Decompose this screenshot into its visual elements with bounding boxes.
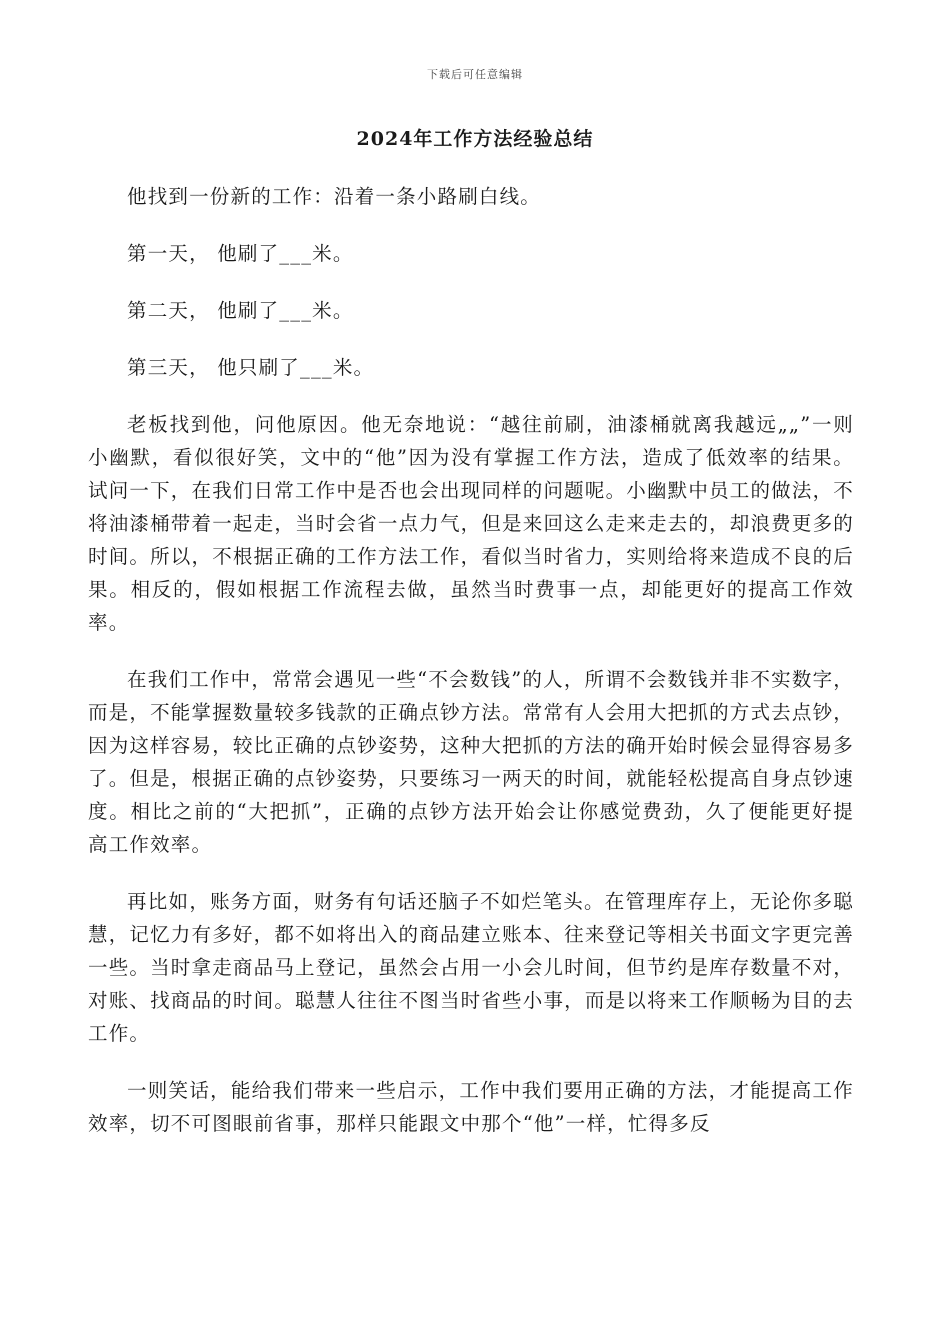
paragraph-boss-story: 老板找到他，问他原因。他无奈地说：“越往前刷，油漆桶就离我越远„„”一则小幽默，看似很好笑，文中的“他”因为没有掌握工作方法，造成了低效率的结果。试问一下，在我们日常工作中是否也会出现同样的问题呢。小幽默中员工的做法，不将油漆桶带着一起走，当时会省一点力气，但是来回这么走来走去的，却浪费更多的时间。所以，不根据正确的工作方法工作，看似当时省力，实则给将来造成不良的后果。相反的，假如根据工作流程去做，虽然当时费事一点，却能更好的提高工作效率。	[88, 413, 854, 634]
paragraph-day-two: 第二天， 他刷了___米。	[127, 299, 354, 322]
header-note: 下载后可任意编辑	[427, 68, 523, 81]
paragraph-day-three: 第三天， 他只刷了___米。	[127, 356, 375, 379]
document-body	[88, 180, 854, 1140]
paragraph-counting-money: 在我们工作中，常常会遇见一些“不会数钱”的人，所谓不会数钱并非不实数字，而是，不能掌握数量较多钱款的正确点钞方法。常常有人会用大把抓的方式去点钞，因为这样容易，较比正确的点钞姿势，这种大把抓的方法的确开始时候会显得容易多了。但是，根据正确的点钞姿势，只要练习一两天的时间，就能轻松提高自身点钞速度。相比之前的“大把抓”，正确的点钞方法开始会让你感觉费劲，久了便能更好提高工作效率。	[88, 668, 854, 856]
paragraph-day-one: 第一天， 他刷了___米。	[127, 242, 354, 265]
document-title: 2024年工作方法经验总结	[356, 128, 594, 150]
paragraph-intro: 他找到一份新的工作：沿着一条小路刷白线。	[127, 185, 542, 208]
paragraph-conclusion: 一则笑话，能给我们带来一些启示，工作中我们要用正确的方法，才能提高工作效率，切不可图眼前省事，那样只能跟文中那个“他”一样，忙得多反	[88, 1079, 854, 1135]
paragraph-accounting: 再比如，账务方面，财务有句话还脑子不如烂笔头。在管理库存上，无论你多聪慧，记忆力有多好，都不如将出入的商品建立账本、往来登记等相关书面文字更完善一些。当时拿走商品马上登记，虽然会占用一小会儿时间，但节约是库存数量不对，对账、找商品的时间。聪慧人往往不图当时省些小事，而是以将来工作顺畅为目的去工作。	[88, 890, 854, 1045]
